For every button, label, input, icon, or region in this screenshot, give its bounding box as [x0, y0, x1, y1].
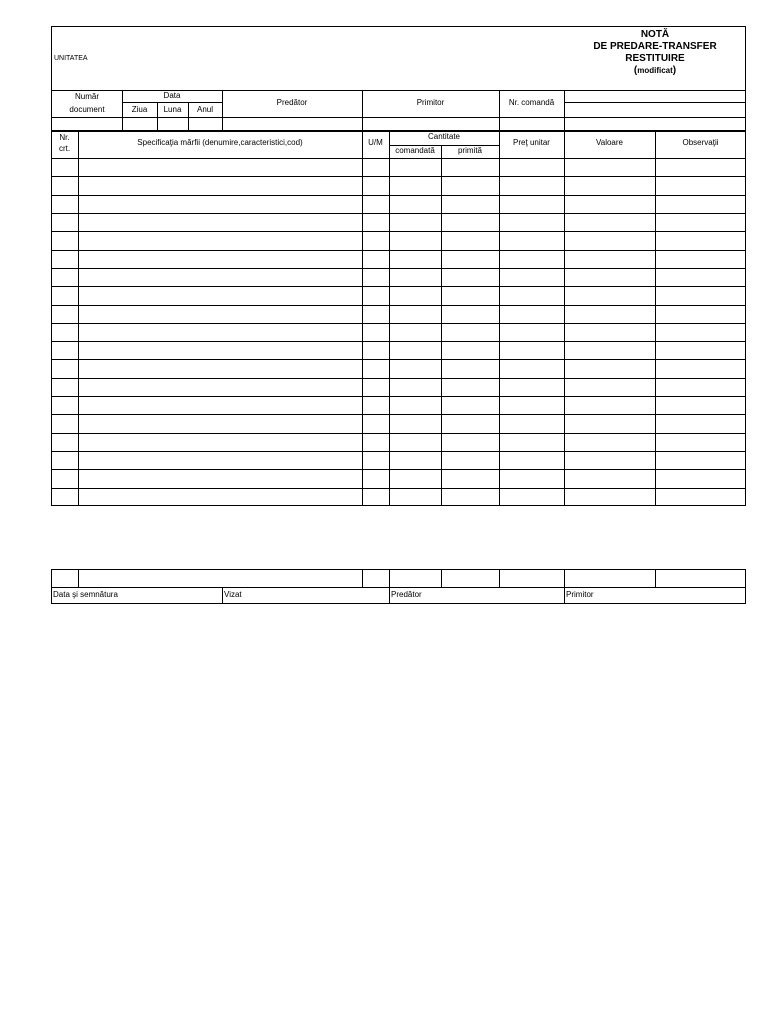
data-sub-line — [122, 102, 223, 103]
footer-cell-divider — [499, 569, 500, 587]
table-row-line — [51, 286, 746, 287]
modificat-label: modificat — [637, 66, 673, 75]
footer-mid-line — [51, 587, 746, 588]
numar-label: Număr — [74, 92, 99, 101]
col-observatii-label: Observaţii — [682, 138, 719, 147]
footer-predator-label: Predător — [391, 590, 422, 599]
footer-primitor-label: Primitor — [566, 590, 594, 599]
table-column-divider — [362, 131, 363, 506]
title-line-1: NOTĂ — [640, 29, 670, 40]
title-line-4 — [565, 65, 745, 77]
table-row-line — [51, 268, 746, 269]
table-row-line — [51, 451, 746, 452]
table-row-line — [51, 158, 746, 159]
footer-cell-divider — [564, 569, 565, 587]
table-row-line — [51, 213, 746, 214]
nr-comanda-sub-line-1 — [564, 102, 746, 103]
table-column-divider — [564, 131, 565, 506]
nr-comanda-label: Nr. comandă — [508, 98, 555, 107]
table-row-line — [51, 378, 746, 379]
footer-cell-divider — [389, 569, 390, 587]
doc-info-divider-6 — [499, 90, 500, 130]
col-cantitate-label: Cantitate — [427, 132, 461, 141]
table-row-line — [51, 176, 746, 177]
col-nr-label: Nr. — [59, 133, 70, 142]
table-row-line — [51, 469, 746, 470]
col-um-label: U/M — [368, 138, 383, 147]
doc-info-divider-4 — [222, 90, 223, 130]
table-column-divider — [389, 131, 390, 506]
table-column-divider — [78, 131, 79, 506]
paren-close: ) — [672, 65, 677, 76]
paren-open: ( — [633, 65, 638, 76]
footer-cell-divider — [655, 569, 656, 587]
doc-info-divider-7 — [564, 90, 565, 130]
predator-label: Predător — [276, 98, 308, 107]
col-pret-label: Preţ unitar — [513, 138, 550, 147]
title-line-3: RESTITUIRE — [625, 53, 685, 64]
primitor-label: Primitor — [416, 98, 445, 107]
table-row-line — [51, 231, 746, 232]
vizat-label: Vizat — [224, 590, 242, 599]
col-spec-label: Specificaţia mărfii (denumire,caracteristici,cod) — [137, 138, 303, 147]
table-row-line — [51, 359, 746, 360]
ziua-label: Ziua — [131, 105, 148, 114]
anul-label: Anul — [196, 105, 213, 114]
table-row-line — [51, 396, 746, 397]
col-crt-label: crt. — [58, 144, 71, 153]
table-row-line — [51, 305, 746, 306]
data-label: Data — [163, 91, 181, 100]
doc-info-values-line — [51, 117, 746, 118]
doc-info-divider-5 — [362, 90, 363, 130]
title-line-2: DE PREDARE-TRANSFER — [593, 41, 717, 52]
footer-cell-divider — [441, 569, 442, 587]
col-comandata-label: comandată — [395, 146, 435, 155]
table-row-line — [51, 488, 746, 489]
table-row-line — [51, 323, 746, 324]
footer-cell-divider — [78, 569, 79, 587]
table-column-divider — [499, 131, 500, 506]
table-row-line — [51, 195, 746, 196]
table-row-line — [51, 341, 746, 342]
table-column-divider — [441, 145, 442, 506]
footer-label-divider — [564, 587, 565, 604]
document-label: document — [69, 105, 105, 114]
col-primita-label: primită — [457, 146, 482, 155]
table-row-line — [51, 433, 746, 434]
luna-label: Luna — [163, 105, 182, 114]
data-semnatura-label: Data şi semnătura — [53, 590, 118, 599]
unit-label: UNITATEA — [54, 55, 88, 62]
table-row-line — [51, 414, 746, 415]
footer-cell-divider — [362, 569, 363, 587]
table-column-divider — [655, 131, 656, 506]
table-row-line — [51, 250, 746, 251]
footer-label-divider — [222, 587, 223, 604]
col-valoare-label: Valoare — [596, 138, 623, 147]
footer-label-divider — [389, 587, 390, 604]
document-title — [565, 29, 745, 77]
